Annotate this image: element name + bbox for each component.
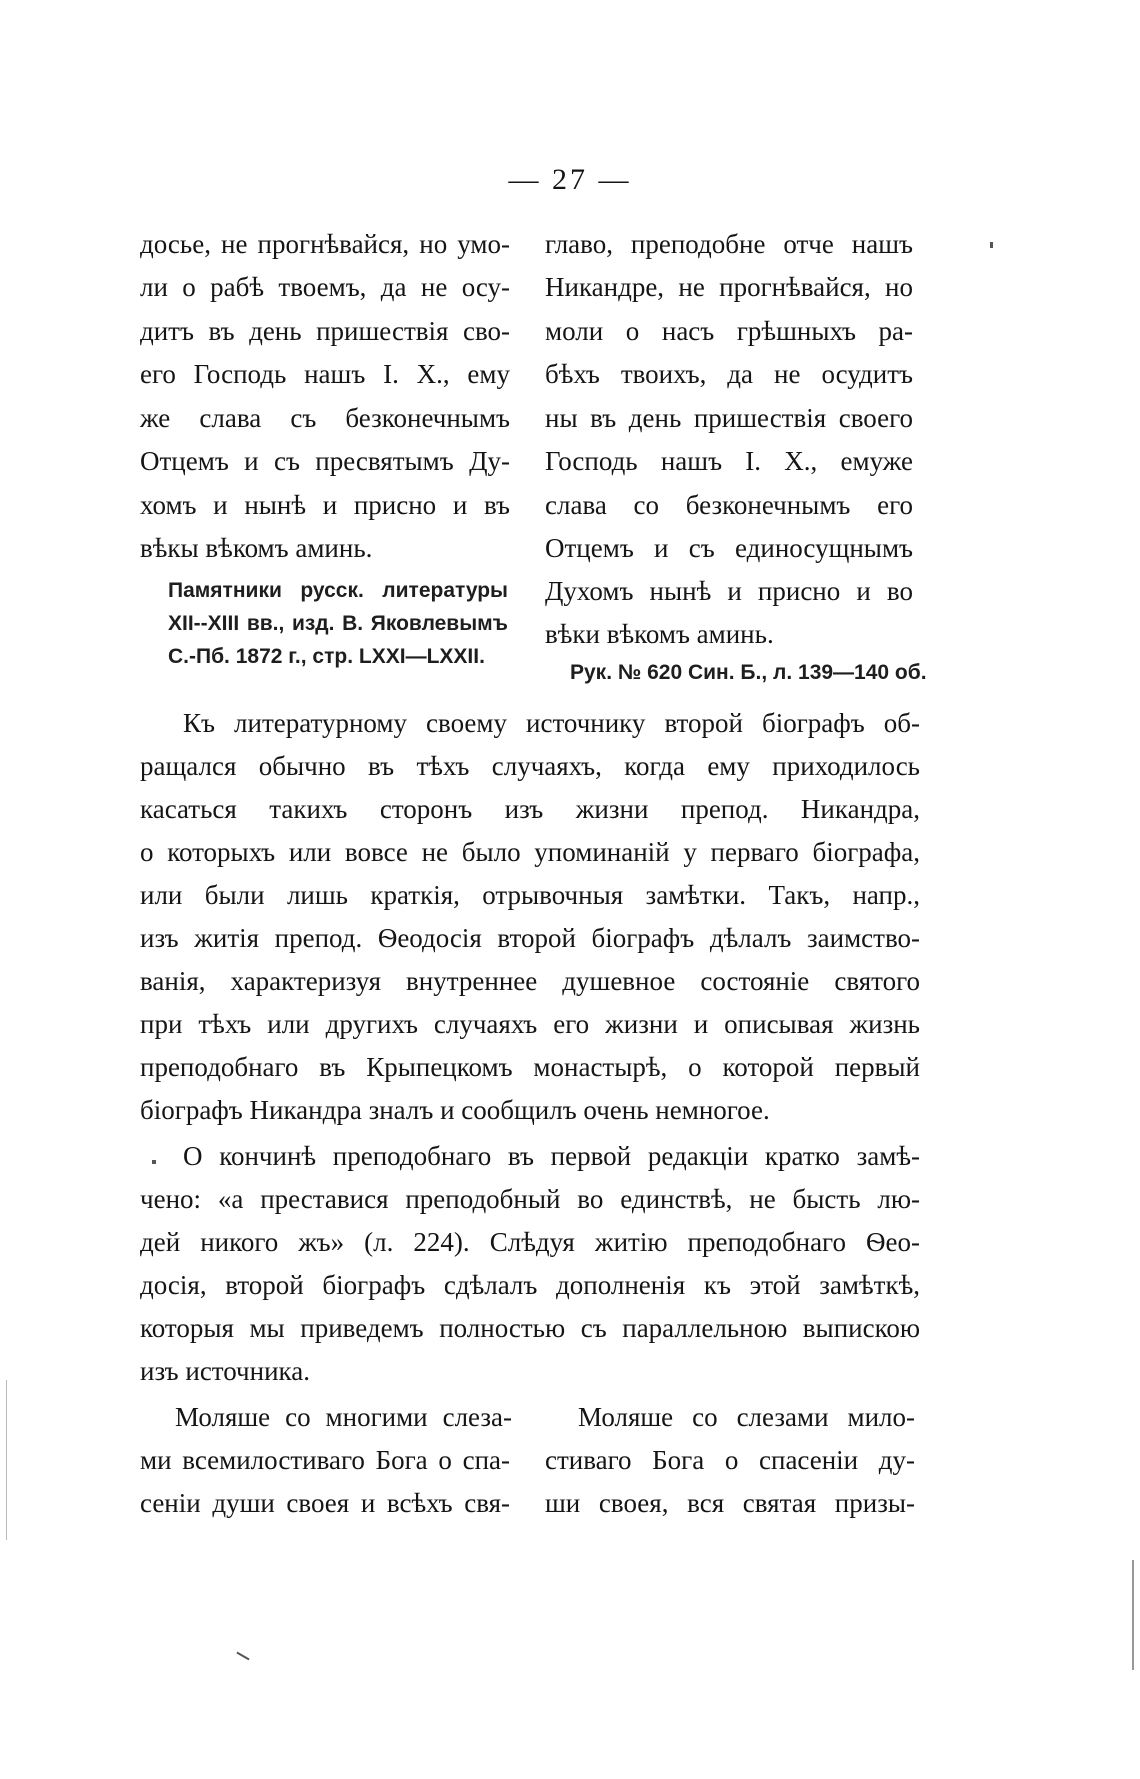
scan-mark bbox=[152, 1160, 156, 1164]
bottom-right-line: ши своея, вся святая призы- bbox=[545, 1488, 915, 1518]
right-column-line: вѣки вѣкомъ аминь. bbox=[545, 619, 774, 649]
bottom-left-line: Моляше со многими слеза- bbox=[175, 1402, 512, 1432]
paragraph-line: о которыхъ или вовсе не было упоминаній у перваго біографа, bbox=[140, 837, 920, 867]
right-column-line: Господь нашъ І. Х., емуже bbox=[545, 446, 913, 476]
paragraph-line: ванія, характеризуя внутреннее душевное состояніе святого bbox=[140, 966, 920, 996]
paragraph-line: при тѣхъ или другихъ случаяхъ его жизни и описывая жизнь bbox=[140, 1009, 920, 1039]
left-column-line: Отцемъ и съ пресвятымъ Ду- bbox=[140, 446, 510, 476]
left-column-line: вѣкы вѣкомъ аминь. bbox=[140, 533, 373, 563]
paragraph-line: ращался обычно въ тѣхъ случаяхъ, когда ему приходилось bbox=[140, 751, 920, 781]
paragraph-line: дей никого жъ» (л. 224). Слѣдуя житію преподобнаго Ѳео- bbox=[140, 1227, 920, 1257]
right-column-line: главо, преподобне отче нашъ bbox=[545, 229, 913, 259]
left-citation-line: XII--XIII вв., изд. В. Яковлевымъ bbox=[168, 612, 508, 635]
scan-mark bbox=[236, 1652, 249, 1661]
paragraph-line: Къ литературному своему источнику второй біографъ об- bbox=[183, 708, 920, 738]
right-column-line: слава со безконечнымъ его bbox=[545, 490, 913, 520]
left-column-line: хомъ и нынѣ и присно и въ bbox=[140, 490, 510, 520]
paragraph-line: О кончинѣ преподобнаго въ первой редакціи кратко замѣ- bbox=[183, 1141, 920, 1171]
paragraph-line: изъ житія препод. Ѳеодосія второй біографъ дѣлалъ заимство- bbox=[140, 923, 920, 953]
bottom-right-line: Моляше со слезами мило- bbox=[578, 1402, 915, 1432]
left-citation-line: Памятники русск. литературы bbox=[168, 579, 508, 602]
left-column-line: досье, не прогнѣвайся, но умо- bbox=[140, 229, 510, 259]
right-column-line: Отцемъ и съ единосущнымъ bbox=[545, 533, 913, 563]
left-column-line: его Господь нашъ І. Х., ему bbox=[140, 359, 510, 389]
bottom-right-line: стиваго Бога о спасеніи ду- bbox=[545, 1445, 915, 1475]
page-number: — 27 — bbox=[508, 163, 632, 196]
left-column-line: ли о рабѣ твоемъ, да не осу- bbox=[140, 272, 510, 302]
left-column-line: же слава съ безконечнымъ bbox=[140, 403, 510, 433]
bottom-left-line: ми всемилостиваго Бога о спа- bbox=[140, 1445, 510, 1475]
scan-edge-mark bbox=[1132, 1560, 1134, 1670]
right-column-line: бѣхъ твоихъ, да не осудитъ bbox=[545, 359, 913, 389]
scan-edge-mark bbox=[6, 1380, 7, 1540]
paragraph-line: біографъ Никандра зналъ и сообщилъ очень немногое. bbox=[140, 1095, 770, 1125]
paragraph-line: которыя мы приведемъ полностью съ параллельною выпискою bbox=[140, 1313, 920, 1343]
paragraph-line: чено: «а преставися преподобный во единствѣ, не бысть лю- bbox=[140, 1184, 920, 1214]
paragraph-line: преподобнаго въ Крыпецкомъ монастырѣ, о которой первый bbox=[140, 1052, 920, 1082]
scan-mark bbox=[990, 242, 993, 248]
bottom-left-line: сеніи души своея и всѣхъ свя- bbox=[140, 1488, 510, 1518]
right-column-line: ны въ день пришествія своего bbox=[545, 403, 913, 433]
right-column-line: Духомъ нынѣ и присно и во bbox=[545, 576, 913, 606]
paragraph-line: досія, второй біографъ сдѣлалъ дополненія къ этой замѣткѣ, bbox=[140, 1270, 920, 1300]
left-column-line: дитъ въ день пришествія сво- bbox=[140, 316, 510, 346]
right-citation: Рук. № 620 Син. Б., л. 139—140 об. bbox=[570, 661, 927, 684]
paragraph-line: касаться такихъ сторонъ изъ жизни препод. Никандра, bbox=[140, 794, 920, 824]
paragraph-line: изъ источника. bbox=[140, 1356, 310, 1386]
right-column-line: моли о насъ грѣшныхъ ра- bbox=[545, 316, 913, 346]
right-column-line: Никандре, не прогнѣвайся, но bbox=[545, 272, 913, 302]
left-citation-line: С.-Пб. 1872 г., стр. LXXI—LXXII. bbox=[168, 645, 485, 668]
paragraph-line: или были лишь краткія, отрывочныя замѣтки. Такъ, напр., bbox=[140, 880, 920, 910]
